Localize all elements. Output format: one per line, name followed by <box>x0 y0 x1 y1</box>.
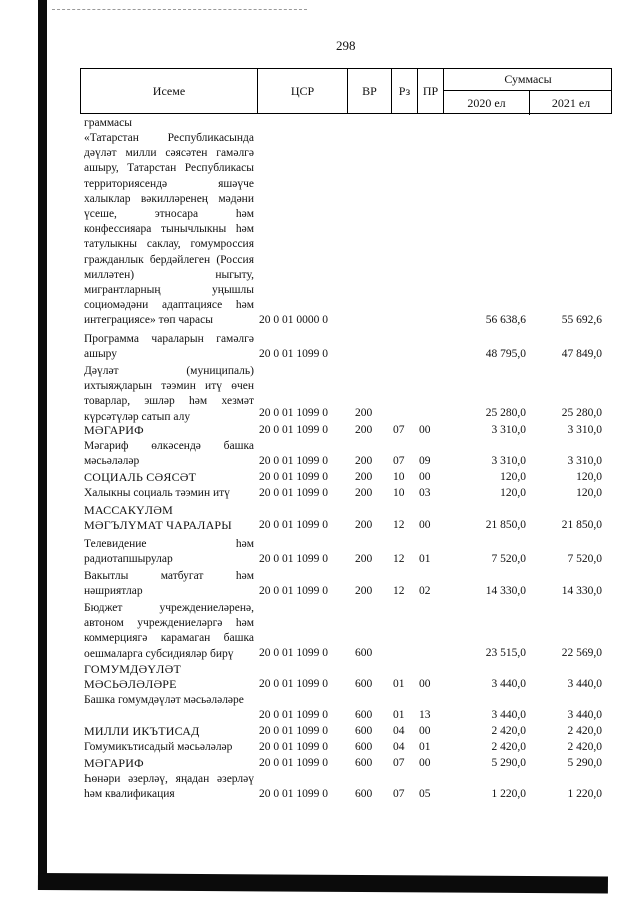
row-pr: 00 <box>419 519 431 531</box>
row-csr: 20 0 01 1099 0 <box>259 407 328 419</box>
row-vr: 200 <box>355 424 373 436</box>
row-name: Мәгариф өлкәсендә башка мәсьәләләр <box>84 440 254 468</box>
row-pr: 00 <box>419 757 431 769</box>
row-name: МИЛЛИ ИКЪТИСАД <box>84 724 200 738</box>
table-header <box>80 68 612 114</box>
row-sum-2021: 3 310,0 <box>567 455 602 467</box>
row-sum-2020: 3 310,0 <box>491 424 526 436</box>
row-sum-2020: 21 850,0 <box>485 519 526 531</box>
row-name: Телевидение һәм радиотапшырулар <box>84 538 254 566</box>
row-sum-2021: 2 420,0 <box>567 741 602 753</box>
row-pr: 00 <box>419 725 431 737</box>
row-csr: 20 0 01 1099 0 <box>259 348 328 360</box>
row-sum-2021: 5 290,0 <box>567 757 602 769</box>
page-number: 298 <box>336 38 356 53</box>
row-sum-2021: 120,0 <box>576 471 602 483</box>
row-name: граммасы <box>84 117 132 129</box>
row-name: Халыкны социаль тәэмин итү <box>84 487 230 499</box>
row-pr: 00 <box>419 471 431 483</box>
row-name: МАССАКҮЛӘМ МӘГЪЛҮМАТ ЧАРАЛАРЫ <box>84 503 232 533</box>
row-sum-2020: 1 220,0 <box>491 788 526 800</box>
row-sum-2021: 14 330,0 <box>561 585 602 597</box>
row-name: ГОМУМДӘҮЛӘТ МӘСЬӘЛӘЛӘРЕ <box>84 662 181 692</box>
row-sum-2020: 3 310,0 <box>491 455 526 467</box>
row-name: СОЦИАЛЬ СӘЯСӘТ <box>84 470 197 484</box>
row-rz: 12 <box>393 519 405 531</box>
row-sum-2021: 7 520,0 <box>567 553 602 565</box>
row-csr: 20 0 01 1099 0 <box>259 471 328 483</box>
row-sum-2021: 47 849,0 <box>561 348 602 360</box>
row-sum-2020: 56 638,6 <box>485 314 526 326</box>
scan-artifact-line <box>52 9 307 10</box>
row-name: Бюджет учреждениеләренә, автоном учреждениеләргә һәм коммерциягә карамаган башка оешмаларга субсидияләр бирү <box>84 602 254 660</box>
row-rz: 01 <box>393 678 405 690</box>
row-pr: 00 <box>419 424 431 436</box>
row-name: Дәүләт (муниципаль) ихтыяҗларын тәэмин итү өчен товарлар, эшләр һәм хезмәт күрсәтүләр сатып алу <box>84 365 254 423</box>
row-sum-2020: 5 290,0 <box>491 757 526 769</box>
row-pr: 02 <box>419 585 431 597</box>
row-vr: 600 <box>355 678 373 690</box>
row-csr: 20 0 01 1099 0 <box>259 678 328 690</box>
row-pr: 09 <box>419 455 431 467</box>
row-name: Программа чараларын гамәлгә ашыру <box>84 333 254 361</box>
row-sum-2020: 120,0 <box>500 471 526 483</box>
row-rz: 10 <box>393 471 405 483</box>
header-sums: Суммасы <box>444 69 612 91</box>
row-sum-2020: 2 420,0 <box>491 725 526 737</box>
row-pr: 03 <box>419 487 431 499</box>
row-sum-2020: 2 420,0 <box>491 741 526 753</box>
row-rz: 07 <box>393 788 405 800</box>
row-sum-2021: 3 310,0 <box>567 424 602 436</box>
scan-edge-bottom <box>38 873 608 893</box>
row-csr: 20 0 01 1099 0 <box>259 647 328 659</box>
row-vr: 600 <box>355 741 373 753</box>
row-vr: 200 <box>355 585 373 597</box>
row-sum-2020: 3 440,0 <box>491 709 526 721</box>
row-vr: 200 <box>355 407 373 419</box>
row-csr: 20 0 01 1099 0 <box>259 519 328 531</box>
row-csr: 20 0 01 1099 0 <box>259 487 328 499</box>
row-name: «Татарстан Республикасында дәүләт милли сәясәтен гамәлгә ашыру, Татарстан Республикасы территориясендә яшәүче халыклар вәкилләренең мәдәни үсеше, этносара һәм конфессияара тынычлыкны һәм татулыкны саклау, гомумроссия гражданлык бердәйлеген (Россия милләтен) ныгыту, мигрантларның уңышлы социомәдәни адаптациясе һәм интеграциясе» төп чарасы <box>84 132 254 327</box>
row-csr: 20 0 01 1099 0 <box>259 553 328 565</box>
row-vr: 200 <box>355 553 373 565</box>
row-sum-2021: 2 420,0 <box>567 725 602 737</box>
header-pr: ПР <box>418 69 444 113</box>
row-rz: 07 <box>393 455 405 467</box>
row-csr: 20 0 01 1099 0 <box>259 424 328 436</box>
header-2020: 2020 ел <box>444 91 530 115</box>
row-pr: 00 <box>419 678 431 690</box>
row-vr: 200 <box>355 455 373 467</box>
row-rz: 12 <box>393 585 405 597</box>
row-csr: 20 0 01 1099 0 <box>259 585 328 597</box>
row-sum-2021: 25 280,0 <box>561 407 602 419</box>
row-sum-2021: 21 850,0 <box>561 519 602 531</box>
header-name: Исеме <box>81 69 258 113</box>
row-vr: 200 <box>355 471 373 483</box>
row-rz: 07 <box>393 424 405 436</box>
row-name: Башка гомумдәүләт мәсьәләләре <box>84 694 244 706</box>
row-pr: 13 <box>419 709 431 721</box>
row-csr: 20 0 01 1099 0 <box>259 757 328 769</box>
row-sum-2021: 55 692,6 <box>561 314 602 326</box>
row-sum-2020: 23 515,0 <box>485 647 526 659</box>
row-vr: 600 <box>355 757 373 769</box>
row-rz: 10 <box>393 487 405 499</box>
row-vr: 600 <box>355 725 373 737</box>
row-sum-2021: 3 440,0 <box>567 678 602 690</box>
header-csr: ЦСР <box>258 69 348 113</box>
row-csr: 20 0 01 1099 0 <box>259 455 328 467</box>
row-sum-2021: 1 220,0 <box>567 788 602 800</box>
row-csr: 20 0 01 0000 0 <box>259 314 328 326</box>
row-pr: 01 <box>419 741 431 753</box>
row-vr: 200 <box>355 519 373 531</box>
row-sum-2021: 22 569,0 <box>561 647 602 659</box>
row-name: Вакытлы матбугат һәм нәшриятлар <box>84 570 254 598</box>
row-name: МӘГАРИФ <box>84 756 144 770</box>
row-rz: 12 <box>393 553 405 565</box>
scan-edge-left <box>38 0 47 880</box>
header-2021: 2021 ел <box>551 95 591 110</box>
row-rz: 04 <box>393 741 405 753</box>
row-name: МӘГАРИФ <box>84 423 144 437</box>
row-name: Һөнәри әзерләү, яңадан әзерләү һәм квалификация <box>84 773 254 801</box>
row-vr: 200 <box>355 487 373 499</box>
row-sum-2020: 14 330,0 <box>485 585 526 597</box>
row-name: Гомумикътисадый мәсьәләләр <box>84 741 233 753</box>
row-sum-2020: 48 795,0 <box>485 348 526 360</box>
row-csr: 20 0 01 1099 0 <box>259 788 328 800</box>
row-vr: 600 <box>355 647 373 659</box>
row-sum-2021: 120,0 <box>576 487 602 499</box>
row-vr: 600 <box>355 709 373 721</box>
row-sum-2020: 7 520,0 <box>491 553 526 565</box>
row-pr: 05 <box>419 788 431 800</box>
row-csr: 20 0 01 1099 0 <box>259 725 328 737</box>
row-csr: 20 0 01 1099 0 <box>259 709 328 721</box>
header-vr: ВР <box>348 69 392 113</box>
row-sum-2020: 3 440,0 <box>491 678 526 690</box>
row-pr: 01 <box>419 553 431 565</box>
row-vr: 600 <box>355 788 373 800</box>
header-rz: Рз <box>392 69 418 113</box>
row-sum-2020: 120,0 <box>500 487 526 499</box>
row-rz: 01 <box>393 709 405 721</box>
row-rz: 07 <box>393 757 405 769</box>
row-csr: 20 0 01 1099 0 <box>259 741 328 753</box>
row-sum-2020: 25 280,0 <box>485 407 526 419</box>
row-sum-2021: 3 440,0 <box>567 709 602 721</box>
row-rz: 04 <box>393 725 405 737</box>
